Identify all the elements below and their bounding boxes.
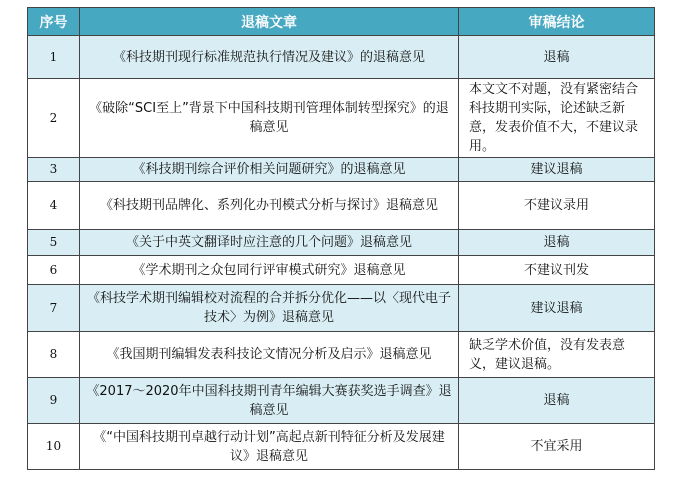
row-title: 《关于中英文翻译时应注意的几个问题》退稿意见 — [80, 230, 459, 256]
row-num: 2 — [28, 79, 80, 158]
row-num: 1 — [28, 36, 80, 79]
row-title: 《科技期刊品牌化、系列化办刊模式分析与探讨》退稿意见 — [80, 182, 459, 230]
row-num: 10 — [28, 424, 80, 470]
row-conclusion: 建议退稿 — [459, 158, 655, 182]
table-row — [28, 230, 655, 256]
table-row — [28, 285, 655, 332]
row-title: 《科技期刊综合评价相关问题研究》的退稿意见 — [80, 158, 459, 182]
row-conclusion: 退稿 — [459, 36, 655, 79]
table-row — [28, 378, 655, 424]
row-num: 6 — [28, 256, 80, 285]
header-title: 退稿文章 — [80, 8, 459, 36]
rejection-table-container — [27, 7, 654, 470]
header-num: 序号 — [28, 8, 80, 36]
header-conclusion: 审稿结论 — [459, 8, 655, 36]
row-title: 《我国期刊编辑发表科技论文情况分析及启示》退稿意见 — [80, 332, 459, 378]
row-num: 7 — [28, 285, 80, 332]
table-row — [28, 424, 655, 470]
rejection-table — [27, 7, 655, 470]
row-num: 3 — [28, 158, 80, 182]
table-row — [28, 36, 655, 79]
row-conclusion: 退稿 — [459, 378, 655, 424]
table-row — [28, 332, 655, 378]
row-num: 4 — [28, 182, 80, 230]
row-conclusion: 退稿 — [459, 230, 655, 256]
row-title: 《“中国科技期刊卓越行动计划”高起点新刊特征分析及发展建议》退稿意见 — [80, 424, 459, 470]
table-row — [28, 256, 655, 285]
table-row — [28, 182, 655, 230]
row-title: 《破除“SCI至上”背景下中国科技期刊管理体制转型探究》的退稿意见 — [80, 79, 459, 158]
row-conclusion: 缺乏学术价值，没有发表意义，建议退稿。 — [459, 332, 655, 378]
row-conclusion: 不建议刊发 — [459, 256, 655, 285]
row-conclusion: 不建议录用 — [459, 182, 655, 230]
row-conclusion: 建议退稿 — [459, 285, 655, 332]
row-title: 《科技学术期刊编辑校对流程的合并拆分优化——以〈现代电子技术〉为例》退稿意见 — [80, 285, 459, 332]
row-title: 《学术期刊之众包同行评审模式研究》退稿意见 — [80, 256, 459, 285]
row-title: 《科技期刊现行标准规范执行情况及建议》的退稿意见 — [80, 36, 459, 79]
row-num: 8 — [28, 332, 80, 378]
row-title: 《2017～2020年中国科技期刊青年编辑大赛获奖选手调查》退稿意见 — [80, 378, 459, 424]
row-conclusion: 本文文不对题，没有紧密结合科技期刊实际，论述缺乏新意，发表价值不大，不建议录用。 — [459, 79, 655, 158]
row-num: 9 — [28, 378, 80, 424]
table-row — [28, 79, 655, 158]
row-num: 5 — [28, 230, 80, 256]
table-row — [28, 158, 655, 182]
table-header-row — [28, 8, 655, 36]
row-conclusion: 不宜采用 — [459, 424, 655, 470]
